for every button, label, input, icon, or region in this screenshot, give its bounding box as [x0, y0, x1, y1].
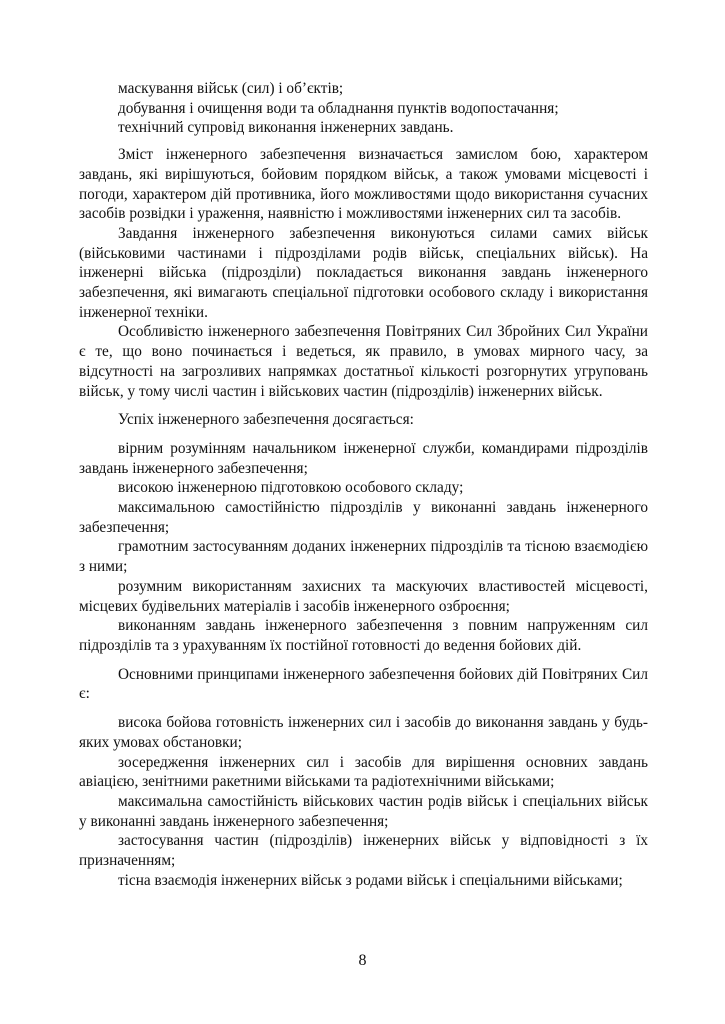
paragraph: технічний супровід виконання інженерних завдань. — [118, 119, 454, 137]
paragraph: високою інженерною підготовкою особового складу; — [118, 479, 464, 497]
paragraph: Завдання інженерного забезпечення виконуються силами самих військ (військовими частинами і підрозділами родів військ, спеціальних військ). На інженерні війська (підрозділи) покладається виконання завдань інженерного забезпечення, які вимагають спеціальної підготовки особового складу і використання інженерної техніки. — [79, 224, 648, 321]
paragraph: розумним використанням захисних та маскуючих властивостей місцевості, місцевих будівельних матеріалів і засобів інженерного озброєння; — [79, 577, 648, 615]
page-number: 8 — [358, 952, 367, 969]
paragraph: вірним розумінням начальником інженерної служби, командирами підрозділів завдань інженерного забезпечення; — [79, 439, 648, 477]
paragraph: Успіх інженерного забезпечення досягається: — [118, 411, 414, 429]
paragraph: тісна взаємодія інженерних військ з родами військ і спеціальними військами; — [118, 871, 623, 889]
paragraph: Особливістю інженерного забезпечення Повітряних Сил Збройних Сил України є те, що воно починається і ведеться, як правило, в умовах мирного часу, за відсутності на загрозливих напрямках достатньої кількості розгорнутих угруповань військ, у тому числі частин і військових частин (підрозділів) інженерних військ. — [79, 323, 648, 400]
paragraph: висока бойова готовність інженерних сил і засобів до виконання завдань у будь-яких умовах обстановки; — [79, 714, 648, 751]
paragraph: Основними принципами інженерного забезпечення бойових дій Повітряних Сил є: — [79, 665, 648, 703]
body-text — [79, 79, 648, 890]
paragraph: виконанням завдань інженерного забезпечення з повним напруженням сил підрозділів та з урахуванням їх постійної готовності до ведення бойових дій. — [79, 617, 648, 654]
paragraph: зосередження інженерних сил і засобів для вирішення основних завдань авіацією, зенітними ракетними військами та радіотехнічними військами; — [79, 753, 648, 791]
paragraph: Зміст інженерного забезпечення визначається замислом бою, характером завдань, які вирішуються, бойовим порядком військ, а також умовами місцевості і погоди, характером дій противника, його можливостями щодо використання сучасних засобів розвідки і ураження, наявністю і можливостями інженерних сил та засобів. — [79, 146, 648, 223]
paragraph: добування і очищення води та обладнання пунктів водопостачання; — [118, 99, 559, 117]
paragraph: застосування частин (підрозділів) інженерних військ у відповідності з їх призначенням; — [79, 832, 648, 870]
paragraph: маскування військ (сил) і об’єктів; — [118, 80, 344, 97]
paragraph: максимальна самостійність військових частин родів військ і спеціальних військ у виконанні завдань інженерного забезпечення; — [79, 792, 648, 830]
paragraph: грамотним застосуванням доданих інженерних підрозділів та тісною взаємодією з ними; — [79, 538, 648, 576]
paragraph: максимальною самостійністю підрозділів у виконанні завдань інженерного забезпечення; — [79, 499, 648, 536]
